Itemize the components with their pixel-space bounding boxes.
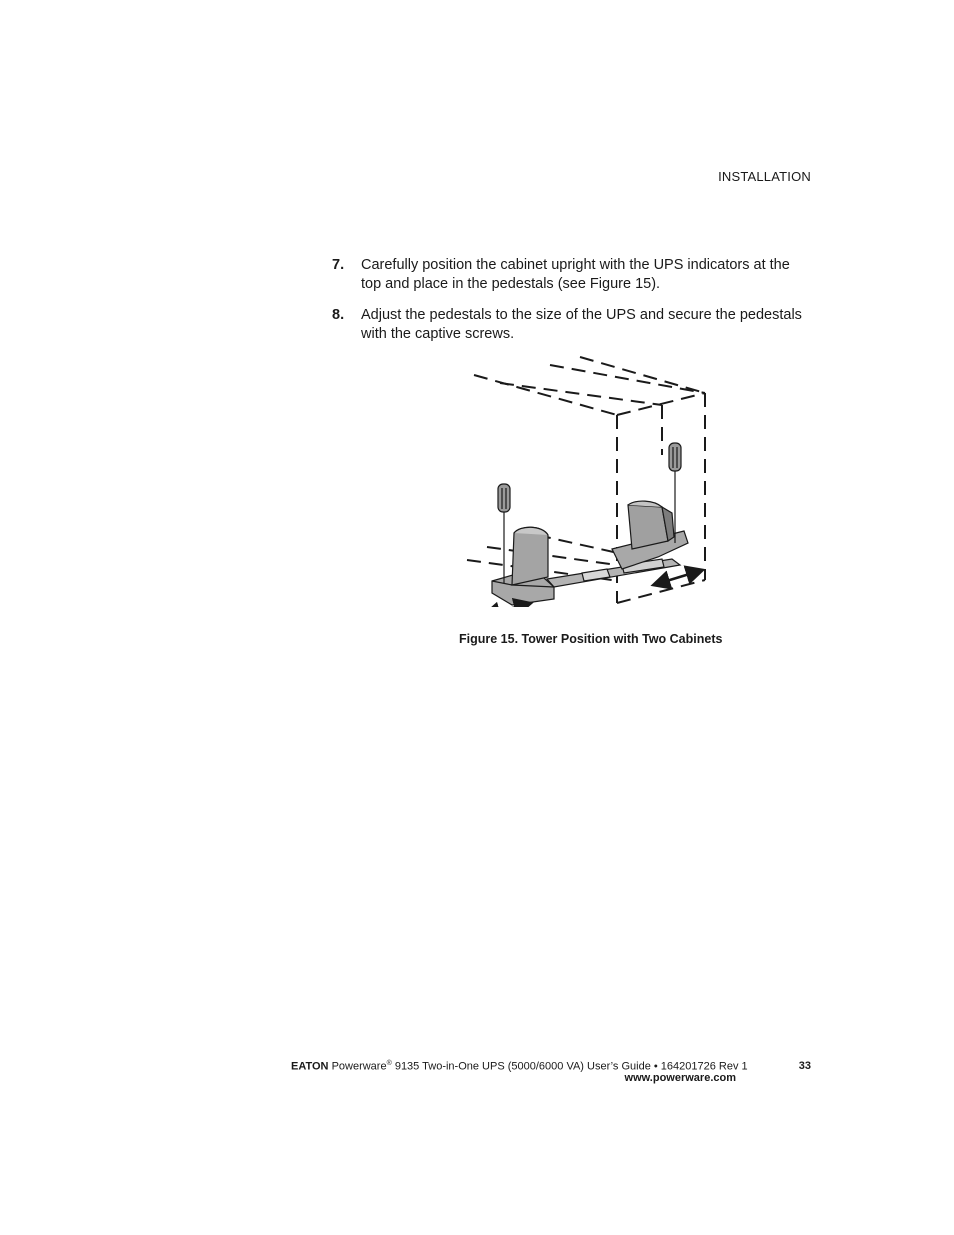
right-pedestal bbox=[612, 501, 688, 569]
section-header: INSTALLATION bbox=[718, 169, 811, 184]
page-number: 33 bbox=[798, 1060, 811, 1072]
figure-caption: Figure 15. Tower Position with Two Cabinets bbox=[459, 632, 723, 646]
adjust-arrow-left-icon bbox=[490, 605, 524, 607]
footer-guide-title: 9135 Two-in-One UPS (5000/6000 VA) User’s Guide • 164201726 Rev 1 bbox=[391, 1060, 748, 1073]
screwdriver-left-icon bbox=[498, 484, 510, 583]
step-number: 7. bbox=[332, 257, 345, 273]
step-number: 8. bbox=[332, 307, 345, 323]
footer-brand: EATON bbox=[291, 1060, 329, 1073]
instruction-steps bbox=[332, 256, 812, 356]
footer-product: Powerware bbox=[331, 1060, 387, 1073]
step-8 bbox=[332, 306, 812, 343]
footer-title bbox=[291, 1060, 748, 1073]
left-pedestal bbox=[492, 527, 554, 605]
adjust-arrow-right-icon bbox=[660, 572, 696, 583]
registered-mark: ® bbox=[386, 1060, 392, 1067]
step-7 bbox=[332, 256, 812, 293]
step-text: Carefully position the cabinet upright with the UPS indicators at the top and place in the pedestals (see Figure 15). bbox=[361, 257, 790, 292]
footer-url: www.powerware.com bbox=[624, 1072, 736, 1084]
step-text: Adjust the pedestals to the size of the UPS and secure the pedestals with the captive screws. bbox=[361, 307, 802, 342]
pedestal-illustration bbox=[462, 355, 712, 607]
